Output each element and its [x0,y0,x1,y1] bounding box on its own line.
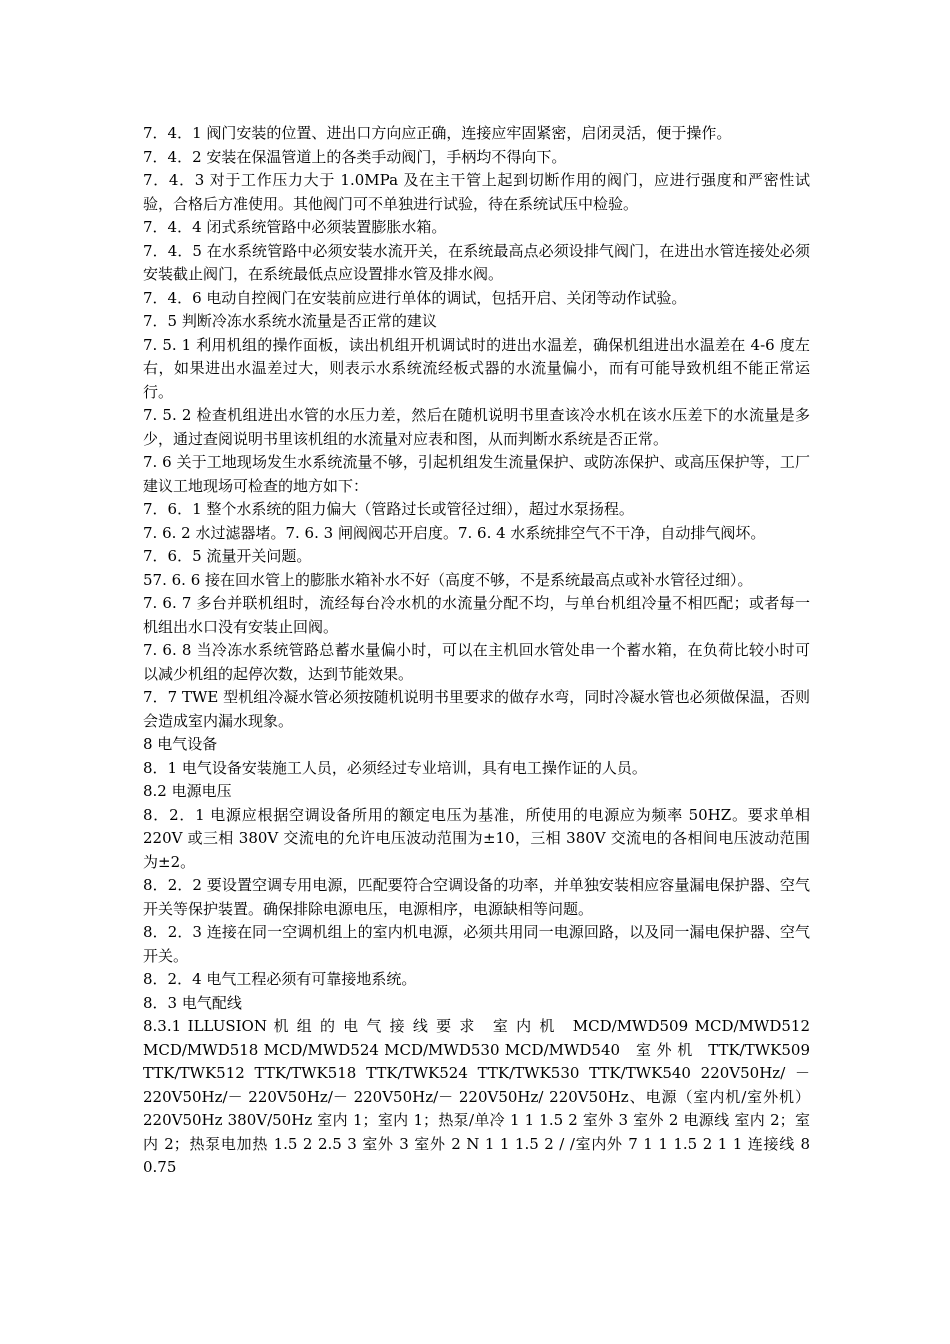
paragraph-7-6-6: 57. 6. 6 接在回水管上的膨胀水箱补水不好（高度不够，不是系统最高点或补水管径过细）。 [143,570,753,589]
heading-7-5: 7．5 判断冷冻水系统水流量是否正常的建议 [143,312,437,330]
paragraph-7-6-8: 7. 6. 8 当冷冻水系统管路总蓄水量偏小时，可以在主机回水管处串一个蓄水箱，在负荷比较小时可以减少机组的起停次数，达到节能效果。 [143,641,810,683]
paragraph-7-4-4: 7．4．4 闭式系统管路中必须装置膨胀水箱。 [143,218,447,236]
paragraph-7-6-1: 7．6．1 整个水系统的阻力偏大（管路过长或管径过细），超过水泵扬程。 [143,500,634,518]
paragraph-7-6-2: 7. 6. 2 水过滤器堵。7. 6. 3 闸阀阀芯开启度。7. 6. 4 水系统排空气不干净，自动排气阀坏。 [143,523,766,542]
document-page [143,122,810,1180]
paragraph-7-4-3: 7．4．3 对于工作压力大于 1.0MPa 及在主干管上起到切断作用的阀门，应进行强度和严密性试验，合格后方准使用。其他阀门可不单独进行试验，待在系统试压中检验。 [143,171,810,213]
paragraph-7-5-1: 7. 5. 1 利用机组的操作面板，读出机组开机调试时的进出水温差，确保机组进出水温差在 4-6 度左右，如果进出水温差过大，则表示水系统流经板式器的水流量偏小，而有可能导致机组不能正常运行。 [143,335,810,401]
heading-8-2: 8.2 电源电压 [143,782,232,800]
heading-8-3: 8．3 电气配线 [143,993,242,1012]
paragraph-7-5-2: 7. 5. 2 检查机组进出水管的水压力差，然后在随机说明书里查该冷水机在该水压差下的水流量是多少，通过查阅说明书里该机组的水流量对应表和图，从而判断水系统是否正常。 [143,406,810,448]
paragraph-7-7: 7．7 TWE 型机组冷凝水管必须按随机说明书里要求的做存水弯，同时冷凝水管也必须做保温，否则会造成室内漏水现象。 [143,688,810,730]
paragraph-7-4-6: 7．4．6 电动自控阀门在安装前应进行单体的调试，包括开启、关闭等动作试验。 [143,288,687,307]
paragraph-7-4-5: 7．4．5 在水系统管路中必须安装水流开关，在系统最高点必须设排气阀门，在进出水管连接处必须安装截止阀门，在系统最低点应设置排水管及排水阀。 [143,241,810,283]
heading-8: 8 电气设备 [143,735,218,753]
paragraph-7-6: 7. 6 关于工地现场发生水系统流量不够，引起机组发生流量保护、或防冻保护、或高压保护等，工厂建议工地现场可检查的地方如下： [143,453,810,495]
paragraph-7-4-2: 7．4．2 安装在保温管道上的各类手动阀门，手柄均不得向下。 [143,147,567,166]
paragraph-7-6-7: 7. 6. 7 多台并联机组时，流经每台冷水机的水流量分配不均，与单台机组冷量不相匹配；或者每一机组出水口没有安装止回阀。 [143,594,810,636]
paragraph-8-2-3: 8．2．3 连接在同一空调机组上的室内机电源，必须共用同一电源回路，以及同一漏电保护器、空气开关。 [143,923,810,965]
paragraph-7-6-5: 7．6．5 流量开关问题。 [143,547,312,565]
paragraph-8-2-4: 8．2．4 电气工程必须有可靠接地系统。 [143,970,417,988]
paragraph-8-2-1: 8．2．1 电源应根据空调设备所用的额定电压为基准，所使用的电源应为频率 50HZ。要求单相 220V 或三相 380V 交流电的允许电压波动范围为±10，三相 380V 交流电的各相间电压波动范围为±2。 [143,805,810,871]
paragraph-8-3-1: 8.3.1 ILLUSION 机 组 的 电 气 接 线 要 求 室 内 机 MCD/MWD509 MCD/MWD512 MCD/MWD518 MCD/MWD524 MCD/MWD530 MCD/MWD540 室 外 机 TTK/TWK509 TTK/TWK512 TTK/TWK518 TTK/TWK524 TTK/TWK530 TTK/TWK540 220V50Hz/ － 220V50Hz/－ 220V50Hz/－ 220V50Hz/－ 220V50Hz/ 220V50Hz、电源（室内机/室外机） 220V50Hz 380V/50Hz 室内 1；室内 1；热泵/单冷 1 1 1.5 2 室外 3 室外 2 电源线 室内 2；室内 2；热泵电加热 1.5 2 2.5 3 室外 3 室外 2 N 1 1 1.5 2 / /室内外 7 1 1 1.5 2 1 1 连接线 8 0.75 [143,1017,810,1176]
paragraph-8-2-2: 8．2．2 要设置空调专用电源，匹配要符合空调设备的功率，并单独安装相应容量漏电保护器、空气开关等保护装置。确保排除电源电压，电源相序，电源缺相等问题。 [143,876,810,918]
paragraph-7-4-1: 7．4．1 阀门安装的位置、进出口方向应正确，连接应牢固紧密，启闭灵活，便于操作。 [143,124,732,142]
paragraph-8-1: 8．1 电气设备安装施工人员，必须经过专业培训，具有电工操作证的人员。 [143,758,647,777]
